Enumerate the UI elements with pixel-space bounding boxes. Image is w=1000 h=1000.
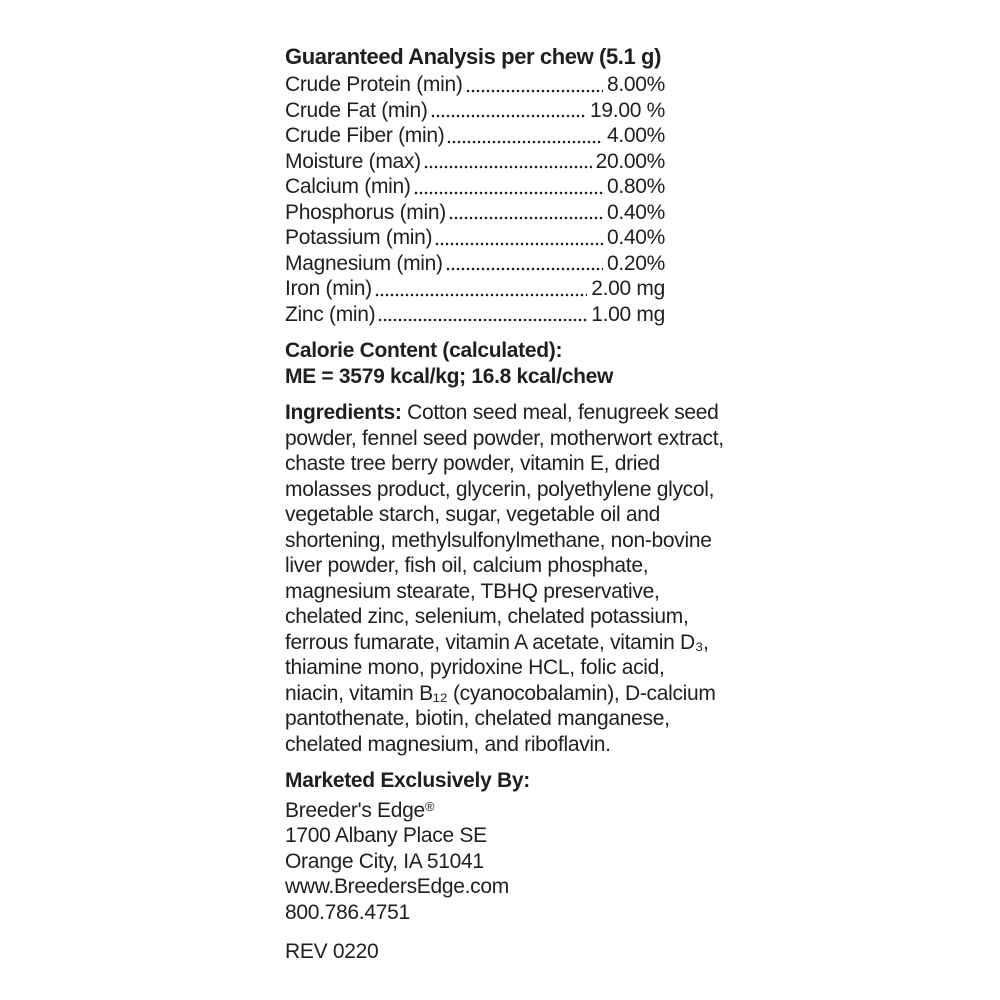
ingredients-line: molasses product, glycerin, polyethylene glycol,: [285, 477, 715, 501]
analysis-nutrient-value: 0.20%: [606, 251, 665, 275]
analysis-row: [285, 174, 665, 200]
dotted-leader: [435, 242, 603, 246]
analysis-nutrient-value: 2.00 mg: [591, 277, 665, 300]
registered-trademark-symbol: ®: [424, 798, 435, 814]
ingredients-line: vegetable starch, sugar, vegetable oil and: [285, 503, 660, 526]
guaranteed-analysis-table: [285, 72, 665, 327]
dotted-leader: [431, 114, 587, 118]
calorie-content-value: ME = 3579 kcal/kg; 16.8 kcal/chew: [285, 364, 614, 388]
dotted-leader: [378, 318, 587, 322]
analysis-nutrient-label: Zinc (min): [285, 302, 376, 326]
analysis-nutrient-label: Crude Protein (min): [285, 73, 463, 96]
ingredients-line: chelated zinc, selenium, chelated potassium,: [285, 605, 689, 628]
analysis-row: [285, 149, 665, 175]
analysis-row: [285, 200, 665, 226]
guaranteed-analysis-section: [285, 44, 755, 327]
analysis-nutrient-label: Calcium (min): [285, 175, 411, 198]
ingredients-line: chelated magnesium, and riboflavin.: [285, 732, 611, 756]
analysis-row: [285, 302, 665, 328]
ingredients-label: Ingredients:: [285, 401, 402, 424]
ingredients-first-line-text: Cotton seed meal, fenugreek seed: [401, 401, 719, 424]
company-line: [285, 794, 755, 824]
analysis-nutrient-value: 19.00 %: [590, 98, 665, 122]
dotted-leader: [375, 293, 587, 297]
analysis-nutrient-value: 20.00%: [595, 149, 665, 173]
analysis-row: [285, 276, 665, 302]
analysis-row: [285, 98, 665, 124]
dotted-leader: [414, 191, 603, 195]
analysis-row: [285, 251, 665, 277]
ingredients-line: thiamine mono, pyridoxine HCL, folic acid,: [285, 656, 665, 679]
guaranteed-analysis-title: Guaranteed Analysis per chew (5.1 g): [285, 44, 662, 69]
marketed-by-lines: [285, 823, 755, 925]
ingredients-line: niacin, vitamin B₁₂ (cyanocobalamin), D-calcium: [285, 681, 716, 705]
ingredients-line: chaste tree berry powder, vitamin E, dried: [285, 452, 660, 475]
ingredients-line: powder, fennel seed powder, motherwort extract,: [285, 426, 724, 450]
ingredients-line: pantothenate, biotin, chelated manganese,: [285, 707, 670, 730]
analysis-nutrient-label: Crude Fiber (min): [285, 124, 445, 147]
ingredients-line: shortening, methylsulfonylmethane, non-bovine: [285, 528, 712, 552]
company-name: Breeder's Edge: [285, 798, 425, 822]
analysis-nutrient-value: 8.00%: [606, 73, 665, 96]
ingredients-line: liver powder, fish oil, calcium phosphate,: [285, 554, 649, 577]
dotted-leader: [447, 140, 603, 144]
revision-code: REV 0220: [285, 940, 379, 963]
ingredients-line: ferrous fumarate, vitamin A acetate, vitamin D₃,: [285, 630, 709, 654]
analysis-nutrient-label: Iron (min): [285, 277, 372, 300]
marketed-by-line: Orange City, IA 51041: [285, 849, 484, 873]
dotted-leader: [449, 216, 603, 220]
marketed-by-line: 1700 Albany Place SE: [285, 824, 487, 847]
marketed-by-line: 800.786.4751: [285, 900, 410, 924]
analysis-row: [285, 72, 665, 98]
analysis-nutrient-value: 0.80%: [606, 175, 665, 198]
analysis-row: [285, 123, 665, 149]
marketed-by-line: www.BreedersEdge.com: [285, 875, 509, 898]
analysis-nutrient-label: Magnesium (min): [285, 251, 443, 275]
analysis-nutrient-value: 0.40%: [606, 226, 665, 249]
analysis-nutrient-label: Crude Fat (min): [285, 98, 428, 122]
marketed-by-title: Marketed Exclusively By:: [285, 769, 530, 792]
ingredients-line: magnesium stearate, TBHQ preservative,: [285, 579, 660, 603]
analysis-nutrient-label: Potassium (min): [285, 226, 433, 249]
analysis-nutrient-label: Moisture (max): [285, 149, 421, 173]
dotted-leader: [424, 165, 592, 169]
analysis-nutrient-value: 4.00%: [606, 124, 665, 147]
marketed-by-section: [285, 768, 755, 925]
calorie-content-title: Calorie Content (calculated):: [285, 339, 563, 362]
ingredients-section: [285, 400, 755, 757]
ingredients-lines: [285, 426, 755, 758]
analysis-nutrient-value: 0.40%: [606, 200, 665, 224]
analysis-row: [285, 225, 665, 251]
dotted-leader: [466, 89, 603, 93]
analysis-nutrient-value: 1.00 mg: [591, 302, 665, 326]
product-label: [285, 44, 755, 965]
analysis-nutrient-label: Phosphorus (min): [285, 200, 446, 224]
ingredients-first-line: [285, 400, 755, 426]
dotted-leader: [446, 267, 603, 271]
calorie-content-section: [285, 338, 755, 389]
